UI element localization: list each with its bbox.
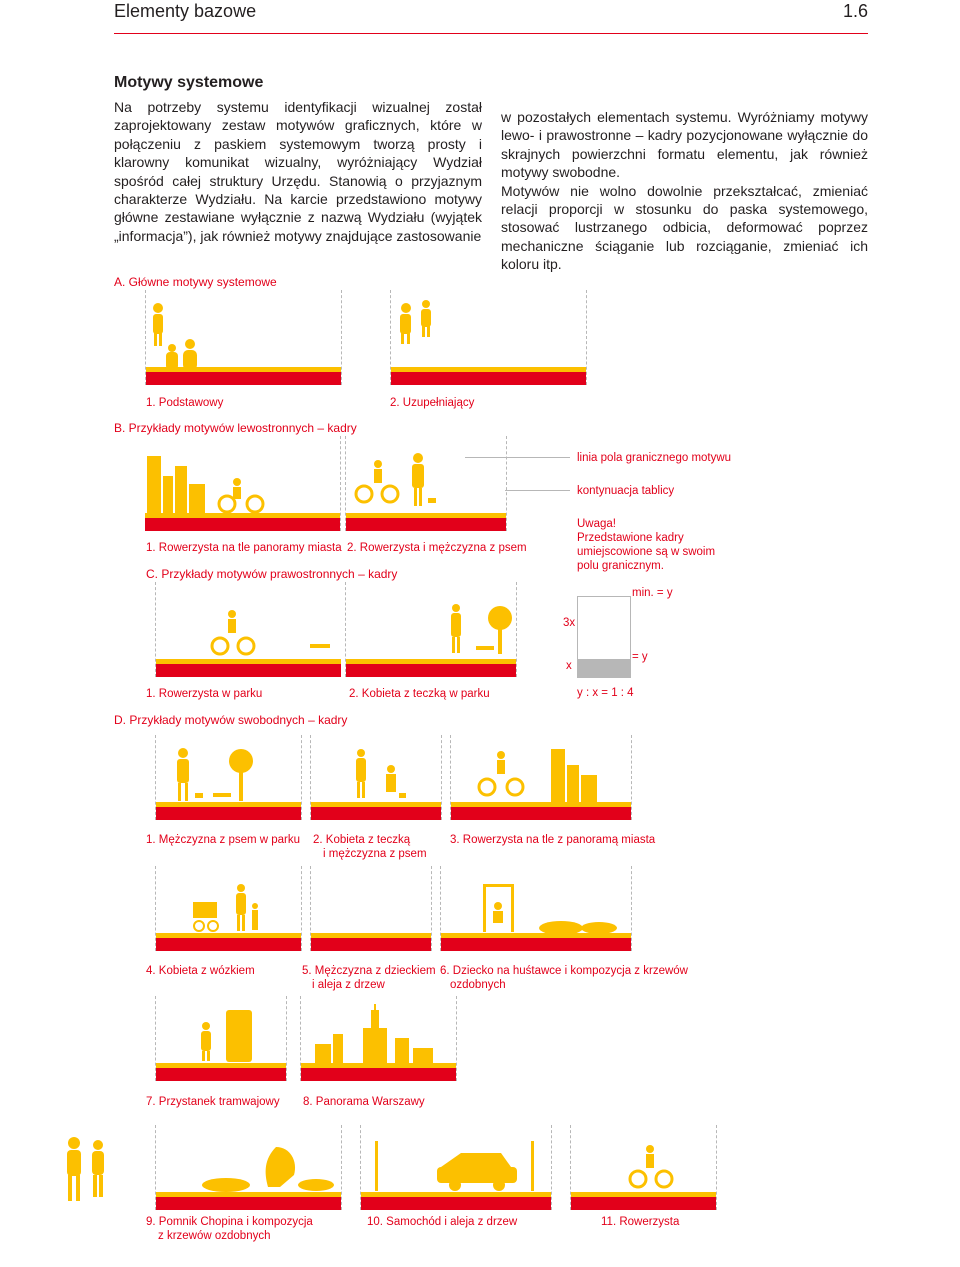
caption-d2: 2. Kobieta z teczką i mężczyzna z psem <box>313 834 427 860</box>
caption-a2: 2. Uzupełniający <box>390 397 475 409</box>
section-c-label: C. Przykłady motywów prawostronnych – kadry <box>146 567 398 581</box>
caption-c2: 2. Kobieta z teczką w parku <box>349 688 490 700</box>
city-cyclist-icon <box>145 444 275 516</box>
motif-d7 <box>155 996 287 1081</box>
cyclist-icon <box>626 1143 686 1193</box>
caption-d10: 10. Samochód i aleja z drzew <box>367 1216 518 1228</box>
paragraph-right-1: w pozostałych elementach systemu. Wyróżniamy motywy lewo- i prawostronne – kadry pozycjonowane wyłącznie do skrajnych powierzchni formatu elementu, jak również motywy swobodne. <box>501 109 868 181</box>
motif-d1 <box>155 735 302 820</box>
caption-d6: 6. Dziecko na huśtawce i kompozycja z krzewów ozdobnych <box>440 965 688 991</box>
car-trees-icon <box>371 1137 541 1193</box>
caption-d1: 1. Mężczyzna z psem w parku <box>146 834 301 846</box>
woman-man-dog-icon <box>351 747 411 803</box>
woman-briefcase-tree-icon <box>436 602 516 660</box>
caption-d9: 9. Pomnik Chopina i kompozycja z krzewów ozdobnych <box>146 1216 313 1242</box>
caption-d3: 3. Rowerzysta na tle z panoramą miasta <box>450 834 656 846</box>
motif-d2 <box>310 735 442 820</box>
ratio-3x-label: 3x <box>563 617 576 629</box>
cyclist-dog-icon <box>348 450 448 514</box>
annotation-line-1 <box>465 457 570 458</box>
ratio-eq-y-label: = y <box>632 651 648 663</box>
section-b-label: B. Przykłady motywów lewostronnych – kadry <box>114 421 357 435</box>
warning-note: Uwaga! Przedstawione kadry umiejscowione są w swoim polu granicznym. <box>577 518 716 572</box>
caption-b2: 2. Rowerzysta i mężczyzna z psem <box>347 542 527 554</box>
section-a-label: A. Główne motywy systemowe <box>114 275 277 289</box>
intro-left <box>114 98 482 245</box>
motif-d5 <box>310 866 432 951</box>
woman-pram-icon <box>191 882 291 934</box>
motif-b1 <box>145 436 341 531</box>
motif-d8 <box>300 996 457 1081</box>
motif-d6 <box>440 866 632 951</box>
section-title: Motywy systemowe <box>114 74 264 91</box>
annotation-line1-text: linia pola granicznego motywu <box>577 452 732 464</box>
page-number: 1.6 <box>842 1 868 21</box>
chopin-monument-icon <box>186 1137 336 1193</box>
motif-c1 <box>155 582 341 677</box>
motif-d3 <box>450 735 632 820</box>
caption-d5: 5. Mężczyzna z dzieckiem i aleja z drzew <box>302 965 436 991</box>
child-swing-icon <box>481 882 621 934</box>
caption-a1: 1. Podstawowy <box>146 397 224 409</box>
park-cyclist-icon <box>206 608 336 660</box>
motif-a2 <box>390 290 587 385</box>
ratio-min-y-label: min. = y <box>632 587 673 599</box>
motif-c2 <box>345 582 517 677</box>
chopin-figure-left <box>58 1135 138 1215</box>
caption-d7: 7. Przystanek tramwajowy <box>146 1096 280 1108</box>
motif-a1 <box>145 290 342 385</box>
motif-b2 <box>345 436 507 531</box>
header-title: Elementy bazowe <box>114 1 257 21</box>
ratio-text: y : x = 1 : 4 <box>577 687 634 699</box>
motif-d11 <box>570 1125 717 1210</box>
caption-b1: 1. Rowerzysta na tle panoramy miasta <box>146 542 342 554</box>
man-dog-park-icon <box>171 747 291 803</box>
caption-d4: 4. Kobieta z wózkiem <box>146 965 255 977</box>
motif-d9 <box>155 1125 342 1210</box>
header-rule <box>114 33 868 34</box>
walking-figures-icon <box>394 298 454 348</box>
ratio-bar <box>578 659 630 677</box>
intro-right <box>501 108 868 274</box>
ratio-diagram <box>577 596 631 678</box>
tram-stop-icon <box>196 1006 266 1064</box>
ratio-x-label: x <box>566 660 572 672</box>
warsaw-panorama-icon <box>311 1004 451 1064</box>
annotation-line2-text: kontynuacja tablicy <box>577 485 675 497</box>
caption-d11: 11. Rowerzysta <box>601 1216 680 1228</box>
cyclist-city-icon <box>471 745 621 803</box>
motif-d4 <box>155 866 302 951</box>
annotation-line-2 <box>505 490 570 491</box>
caption-d8: 8. Panorama Warszawy <box>303 1096 425 1108</box>
section-d-label: D. Przykłady motywów swobodnych – kadry <box>114 713 348 727</box>
paragraph-right-2: Motywów nie wolno dowolnie przekształcać, zmieniać relacji proporcji w stosunku do paska systemowego, stosować lustrzanego odbicia, deformować poprzez mechaniczne ściąganie lub rozciąganie, zmieniać ich koloru itp. <box>501 182 868 273</box>
paragraph-left: Na potrzeby systemu identyfikacji wizualnej został zaprojektowany zestaw motywów graficznych, które w połączeniu z paskiem systemowym tworzą prosty i klarowny komunikat wizualny, wyróżniający Wydział spośród całej struktury Urzędu. Stanowią o przyjaznym charakterze Wydziału. Na karcie przedstawiono motywy główne zestawiane wyłącznie z nazwą Wydziału (wyjątek „informacja”), jak również motywy znajdujące zastosowanie <box>114 99 482 244</box>
motif-d10 <box>360 1125 552 1210</box>
people-figures-icon <box>148 300 228 370</box>
caption-c1: 1. Rowerzysta w parku <box>146 688 263 700</box>
walking-people-icon <box>58 1135 138 1215</box>
